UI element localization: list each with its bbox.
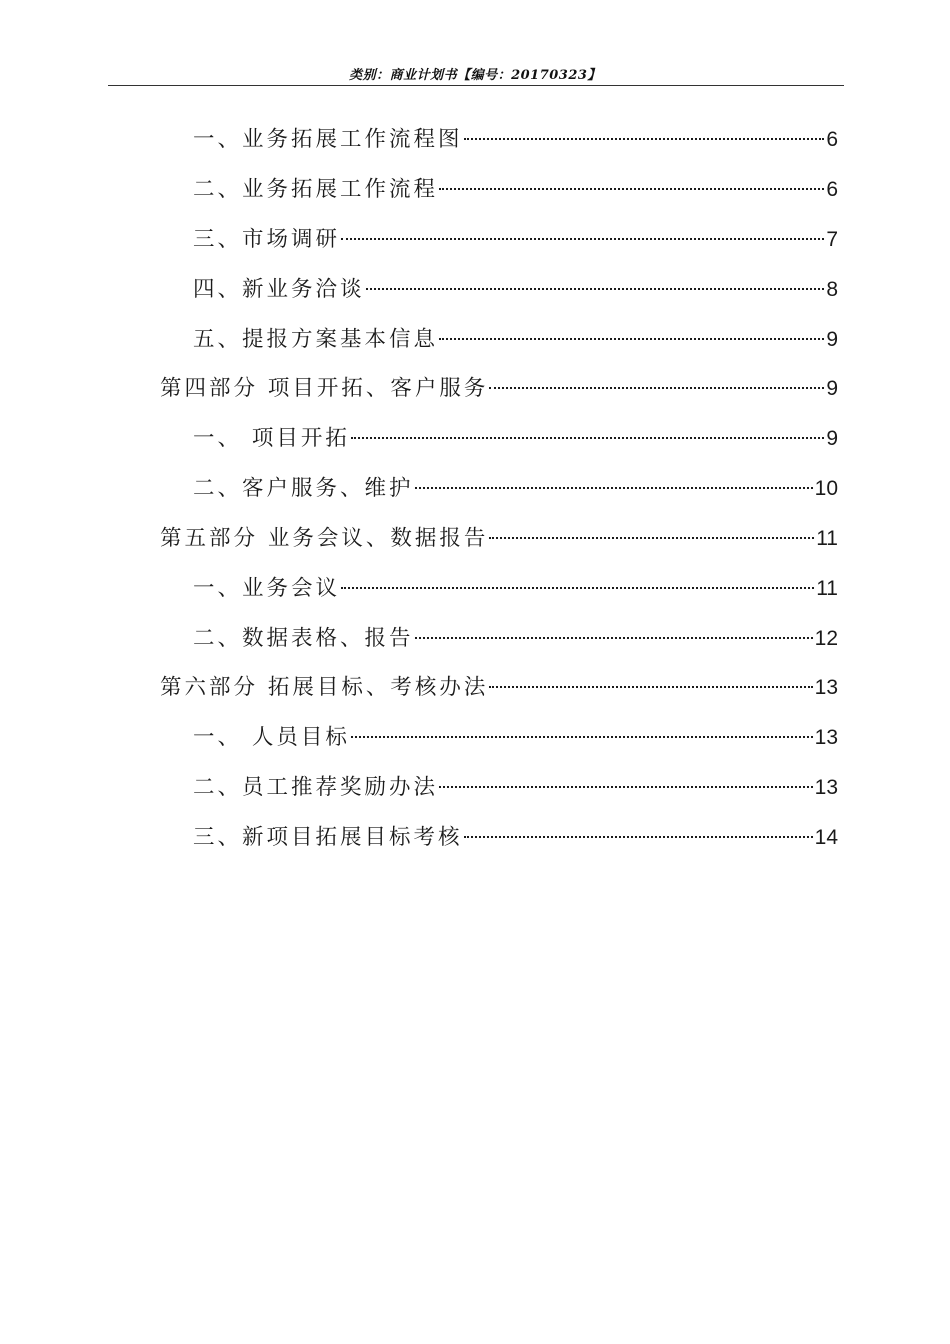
toc-entry[interactable] <box>193 564 838 614</box>
toc-dot-leader <box>351 437 824 439</box>
toc-entry-page: 7 <box>826 228 838 251</box>
toc-dot-leader <box>341 238 824 240</box>
toc-entry-title: 二、数据表格、报告 <box>193 626 414 651</box>
toc-dot-leader <box>415 487 813 489</box>
toc-dot-leader <box>464 836 813 838</box>
toc-dot-leader <box>439 786 813 788</box>
toc-dot-leader <box>439 188 824 190</box>
toc-entry-title: 三、市场调研 <box>193 227 341 252</box>
toc-entry-page: 6 <box>826 128 838 151</box>
toc-entry[interactable] <box>193 115 838 165</box>
toc-entry[interactable] <box>193 165 838 215</box>
toc-entry[interactable] <box>193 315 838 365</box>
toc-entry-title: 二、业务拓展工作流程 <box>193 177 439 202</box>
toc-entry-page: 9 <box>826 328 838 351</box>
toc-dot-leader <box>366 288 825 290</box>
toc-entry-page: 11 <box>816 527 838 550</box>
toc-dot-leader <box>489 537 814 539</box>
toc-entry-title: 二、员工推荐奖励办法 <box>193 775 439 800</box>
toc-dot-leader <box>351 736 813 738</box>
toc-entry-page: 14 <box>814 826 838 849</box>
toc-entry-title: 三、新项目拓展目标考核 <box>193 825 463 850</box>
toc-entry-title: 第四部分 项目开拓、客户服务 <box>160 376 489 401</box>
toc-entry-page: 13 <box>814 726 838 749</box>
toc-entry-page: 8 <box>826 278 838 301</box>
page-header: 类别：商业计划书【编号：20170323】 <box>349 68 601 83</box>
toc-entry-page: 10 <box>814 477 838 500</box>
toc-entry[interactable] <box>193 713 838 763</box>
toc-dot-leader <box>464 138 825 140</box>
toc-section-entry[interactable] <box>160 364 838 414</box>
toc-dot-leader <box>489 686 812 688</box>
toc-entry-title: 一、业务会议 <box>193 576 341 601</box>
toc-entry-title: 五、提报方案基本信息 <box>193 327 439 352</box>
toc-entry-page: 9 <box>826 377 838 400</box>
toc-section-entry[interactable] <box>160 514 838 564</box>
toc-section-entry[interactable] <box>160 663 838 713</box>
toc-dot-leader <box>415 637 813 639</box>
toc-entry[interactable] <box>193 813 838 863</box>
toc-entry-title: 四、新业务洽谈 <box>193 277 365 302</box>
toc-entry-title: 一、 人员目标 <box>193 725 350 750</box>
toc-dot-leader <box>489 387 824 389</box>
toc-dot-leader <box>341 587 814 589</box>
toc-entry-page: 12 <box>814 627 838 650</box>
toc-entry-title: 第五部分 业务会议、数据报告 <box>160 526 489 551</box>
toc-entry-title: 第六部分 拓展目标、考核办法 <box>160 675 489 700</box>
toc-dot-leader <box>439 338 824 340</box>
toc-entry-title: 一、 项目开拓 <box>193 426 350 451</box>
toc-entry-title: 二、客户服务、维护 <box>193 476 414 501</box>
header-rule <box>108 85 844 86</box>
toc-entry-page: 13 <box>814 676 838 699</box>
toc-entry-page: 13 <box>814 776 838 799</box>
toc-entry[interactable] <box>193 763 838 813</box>
toc-entry-page: 11 <box>816 577 838 600</box>
toc-entry-page: 9 <box>826 427 838 450</box>
toc-entry[interactable] <box>193 614 838 664</box>
toc-entry-page: 6 <box>826 178 838 201</box>
toc-entry[interactable] <box>193 265 838 315</box>
toc-entry[interactable] <box>193 215 838 265</box>
toc-entry[interactable] <box>193 464 838 514</box>
toc-entry-title: 一、业务拓展工作流程图 <box>193 127 463 152</box>
toc-entry[interactable] <box>193 414 838 464</box>
